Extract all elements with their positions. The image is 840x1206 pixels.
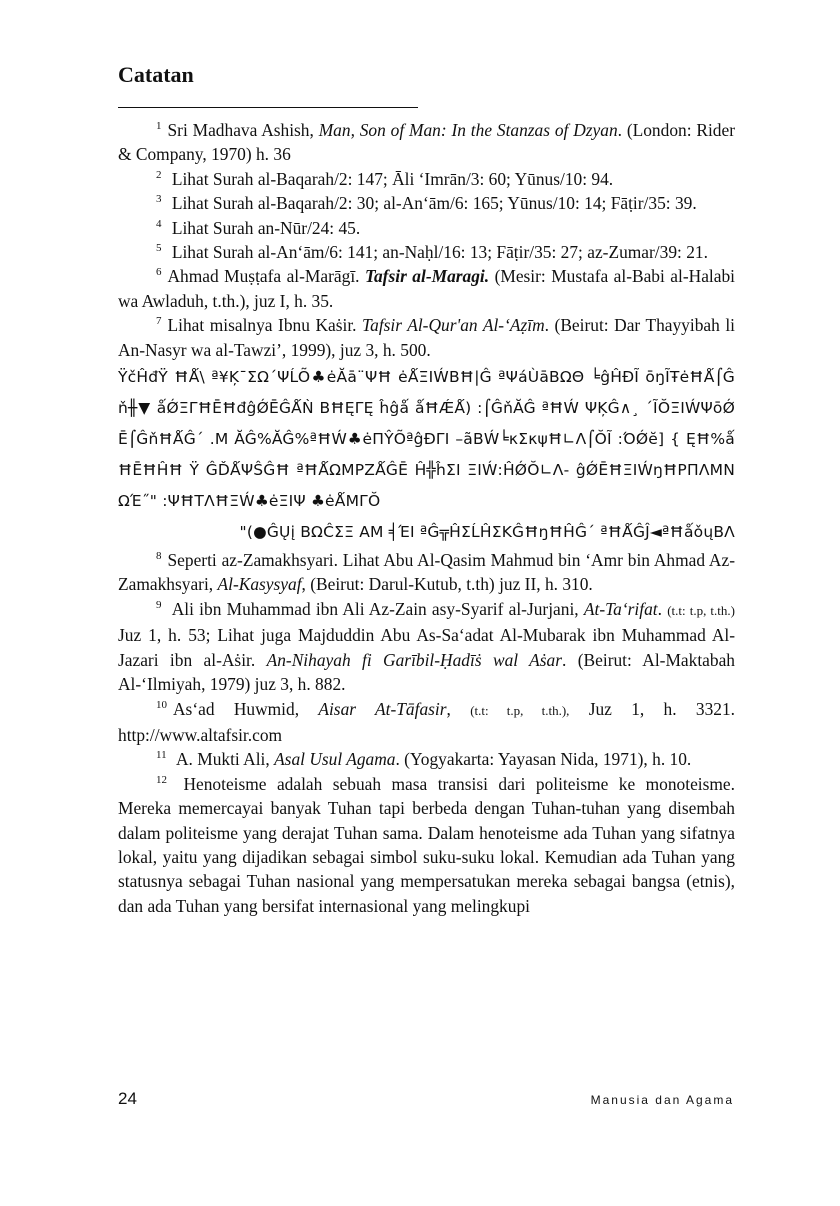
footnote-9: $^9$ Ali ibn Muhammad ibn Ali Az-Zain asy-Syarif al-Jurjani, At-Ta‘rifat. (t.t: t.p, t.th.) Juz 1, h. 53; Lihat juga Majduddin Abu As-Sa‘adat Al-Mubarak ibn Muhammad Al-Jazari ibn al-Aṡir. An-Nihayah fi Garībil-Ḥadīṡ wal Aṡar. (Beirut: Al-Maktabah Al-‘Ilmiyah, 1979) juz 3, h. 882. xyxy=(118,598,735,695)
footnote-3: $^3$ Lihat Surah al-Baqarah/2: 30; al-An‘ām/6: 165; Yūnus/10: 14; Fāṭir/35: 39. xyxy=(156,193,697,214)
footnote-1: $^1$ Sri Madhava Ashish, Man, Son of Man: In the Stanzas of Dzyan. (London: Rider & Company, 1970) h. 36 xyxy=(118,120,735,165)
footnote-5: $^5$ Lihat Surah al-An‘ām/6: 141; an-Naḥl/16: 13; Fāṭir/35: 27; az-Zumar/39: 21. xyxy=(156,242,708,263)
footnote-12: $^{12}$ Henoteisme adalah sebuah masa transisi dari politeisme ke monoteisme. Mereka memercayai banyak Tuhan tapi berbeda dengan Tuhan-tuhan yang disembah dalam politeisme yang derajat Tuhan sama. Dalam henoteisme ada Tuhan yang sifatnya lokal, yaitu yang dijadikan sebagai simbol suku-suku lokal. Kemudian ada Tuhan yang statusnya sebagai Tuhan nasional yang mempersatukan mereka sebagai bangsa (etnis), dan ada Tuhan yang bersifat internasional yang melingkupi xyxy=(118,773,735,916)
footnote-2: $^2$ Lihat Surah al-Baqarah/2: 147; Āli ‘Imrān/3: 60; Yūnus/10: 94. xyxy=(156,168,614,189)
running-footer-title: Manusia dan Agama xyxy=(590,1093,734,1107)
page-number: 24 xyxy=(118,1089,137,1108)
title-divider xyxy=(118,107,418,108)
footnote-8: $^8$ Seperti az-Zamakhsyari. Lihat Abu Al-Qasim Mahmud bin ‘Amr bin Ahmad Az-Zamakhsyari, Al-Kasysyaf, (Beirut: Darul-Kutub, t.th) juz II, h. 310. xyxy=(118,550,735,595)
footnote-11: $^{11}$ A. Mukti Ali, Asal Usul Agama. (Yogyakarta: Yayasan Nida, 1971), h. 10. xyxy=(156,749,692,770)
garbled-arabic-text: ŸčĤđŸ ĦǺ\ ª¥Ķ¯ΣΩ´ΨĹÕ♣ėĂā¨ΨĦ ėǺΞΙẂΒĦ|Ĝ ªΨáÙāΒΩΘ ╘ĝĤĐĨ ōŋĨŦėĦǺ⌠Ĝň╫▼ ǻǾΞΓĦĒĦđĝǾĒĜǺǸ ΒĦĘΓĘ ĥĝǻ ǻĦǼǺ) :⌠ĜňĂĜ ªĦẂ ΨĶĜ∧¸ ´ĨŎΞΙẂΨōǾĒ⌠ĜňĦǺĜ´ .Μ ĂĜ%ĂĜ%ªĦẂ♣ėΠŶÕªĝĐΓΙ –ãΒẂ╘κΣκψĦ∟Λ⌠ŎĨ :ΌǾĕ] { ĘĦ%ǻĦĒĦĤĦ Ÿ ĜĎǺΨŜĜĦ ªĦǺΩΜΡΖǺĜĒ Ĥ╬ĥΣΙ ΞΙẂ:ĤǾŎ∟Λ- ĝǾĒĦΞΙẂŋĦΡΠΛΜΝΩΈ˝" :ΨĦΤΛĦΞẂ♣ėΞΙΨ ♣ėǺΜΓŎ "(●ĜŲį ΒΩĈΣΞ ΑΜ ╡ΈΙ ªĜ╦ĤΣĹĤΣΚĜĦŋĦĤĜ´ ªĦǺĜĴ◄ªĦǻǒųΒΛ xyxy=(118,368,735,542)
page-title: Catatan xyxy=(118,62,194,87)
footnotes xyxy=(118,118,735,918)
footnote-10: $^{10}$ As‘ad Huwmid, Aisar At-Tāfasir, (t.t: t.p, t.th.), Juz 1, h. 3321. http://www.altafsir.com xyxy=(118,698,735,745)
footnote-4: $^4$ Lihat Surah an-Nūr/24: 45. xyxy=(156,217,361,238)
footnote-7: $^7$ Lihat misalnya Ibnu Kaṡir. Tafsir Al-Qur'an Al-‘Aẓīm. (Beirut: Dar Thayyibah li An-Nasyr wa al-Tawzi’, 1999), juz 3, h. 500. xyxy=(118,315,736,360)
footnote-6: $^6$ Ahmad Muṣṭafa al-Marāgī. Tafsir al-Maragi. (Mesir: Mustafa al-Babi al-Halabi wa Awladuh, t.th.), juz I, h. 35. xyxy=(118,266,735,311)
